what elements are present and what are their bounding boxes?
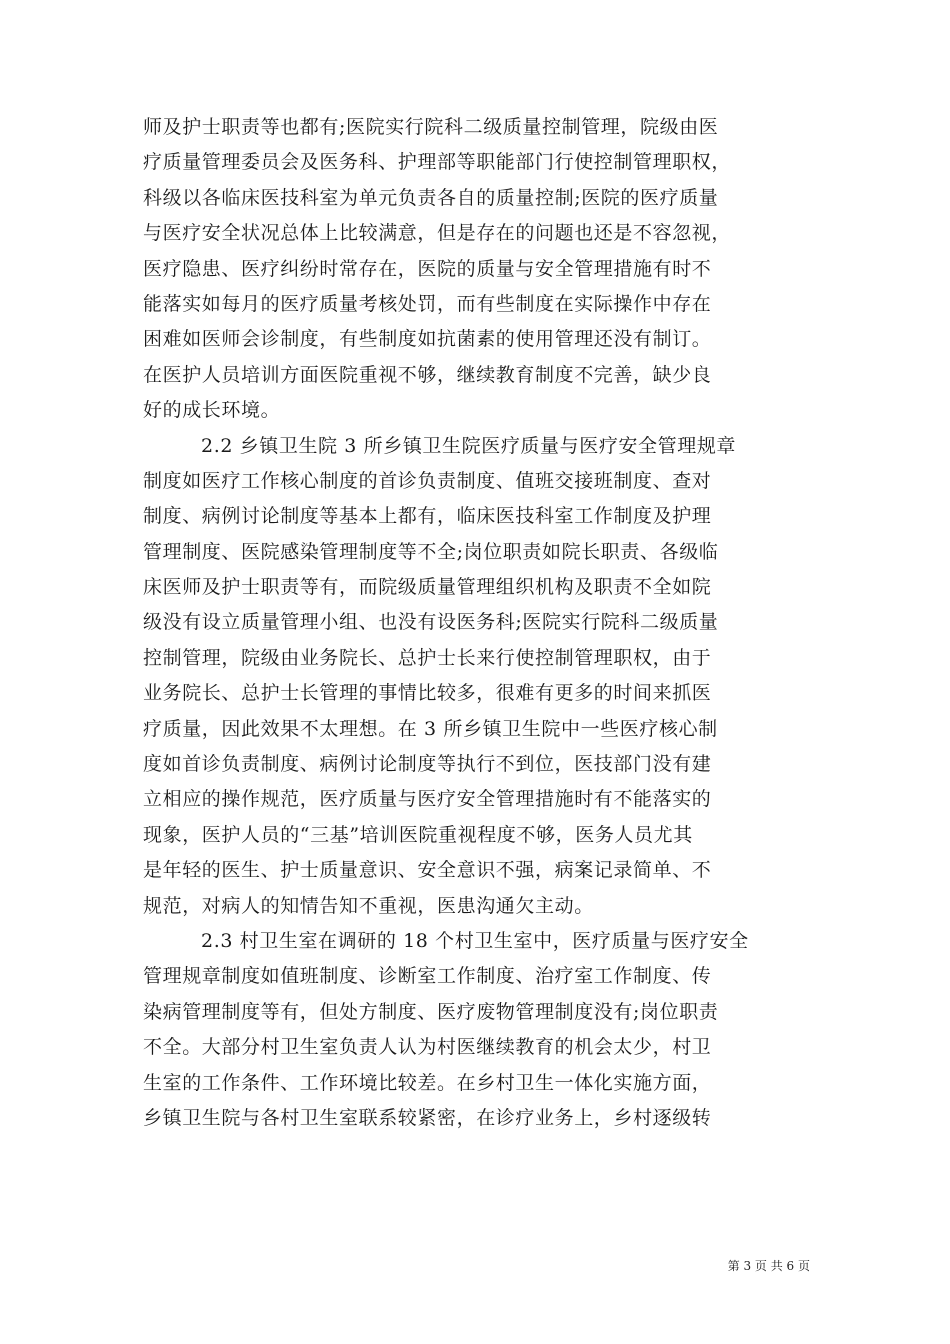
text-line: 染病管理制度等有，但处方制度、医疗废物管理制度没有;岗位职责 [143, 1000, 719, 1023]
page-number: 第 3 页 共 6 页 [727, 1259, 810, 1273]
text-line: 困难如医师会诊制度，有些制度如抗菌素的使用管理还没有制订。 [143, 328, 712, 351]
text-line: 是年轻的医生、护士质量意识、安全意识不强，病案记录简单、不 [143, 859, 712, 882]
text-line: 与医疗安全状况总体上比较满意，但是存在的问题也还是不容忽视， [143, 222, 732, 245]
text-line: 生室的工作条件、工作环境比较差。在乡村卫生一体化实施方面， [143, 1071, 712, 1094]
text-line: 乡镇卫生院与各村卫生室联系较紧密，在诊疗业务上，乡村逐级转 [143, 1106, 712, 1129]
text-line: 好的成长环境。 [143, 399, 281, 422]
text-line: 在医护人员培训方面医院重视不够，继续教育制度不完善，缺少良 [143, 363, 712, 386]
text-line: 师及护士职责等也都有;医院实行院科二级质量控制管理，院级由医 [143, 116, 719, 138]
text-line: 级没有设立质量管理小组、也没有设医务科;医院实行院科二级质量 [143, 611, 719, 634]
text-line-first: 2.2 乡镇卫生院 3 所乡镇卫生院医疗质量与医疗安全管理规章 [201, 434, 737, 457]
text-line: 制度、病例讨论制度等基本上都有，临床医技科室工作制度及护理 [143, 505, 712, 528]
text-line: 度如首诊负责制度、病例讨论制度等执行不到位，医技部门没有建 [143, 753, 712, 776]
text-line: 规范，对病人的知情告知不重视，医患沟通欠主动。 [143, 894, 594, 917]
paragraph-2-2-township-hospital [143, 429, 807, 924]
text-line: 现象，医护人员的“三基”培训医院重视程度不够，医务人员尤其 [143, 823, 693, 846]
text-line: 医疗隐患、医疗纠纷时常存在，医院的质量与安全管理措施有时不 [143, 257, 712, 280]
paragraph-2-3-village-clinic [143, 924, 807, 1136]
text-line: 立相应的操作规范，医疗质量与医疗安全管理措施时有不能落实的 [143, 788, 712, 811]
text-line: 制度如医疗工作核心制度的首诊负责制度、值班交接班制度、查对 [143, 469, 712, 492]
text-line: 科级以各临床医技科室为单元负责各自的质量控制;医院的医疗质量 [143, 186, 719, 209]
text-line: 管理制度、医院感染管理制度等不全;岗位职责如院长职责、各级临 [143, 540, 719, 563]
text-line: 不全。大部分村卫生室负责人认为村医继续教育的机会太少，村卫 [143, 1036, 712, 1059]
text-line: 管理规章制度如值班制度、诊断室工作制度、治疗室工作制度、传 [143, 965, 712, 988]
text-line: 床医师及护士职责等有，而院级质量管理组织机构及职责不全如院 [143, 576, 712, 599]
text-line: 疗质量，因此效果不太理想。在 3 所乡镇卫生院中一些医疗核心制 [143, 717, 718, 740]
text-line-first: 2.3 村卫生室在调研的 18 个村卫生室中，医疗质量与医疗安全 [201, 929, 749, 952]
text-line: 疗质量管理委员会及医务科、护理部等职能部门行使控制管理职权， [143, 151, 732, 174]
paragraph-continuation [143, 110, 807, 429]
text-line: 能落实如每月的医疗质量考核处罚，而有些制度在实际操作中存在 [143, 292, 712, 315]
text-line: 业务院长、总护士长管理的事情比较多，很难有更多的时间来抓医 [143, 682, 712, 705]
text-line: 控制管理，院级由业务院长、总护士长来行使控制管理职权，由于 [143, 646, 712, 669]
document-body [143, 110, 807, 1136]
